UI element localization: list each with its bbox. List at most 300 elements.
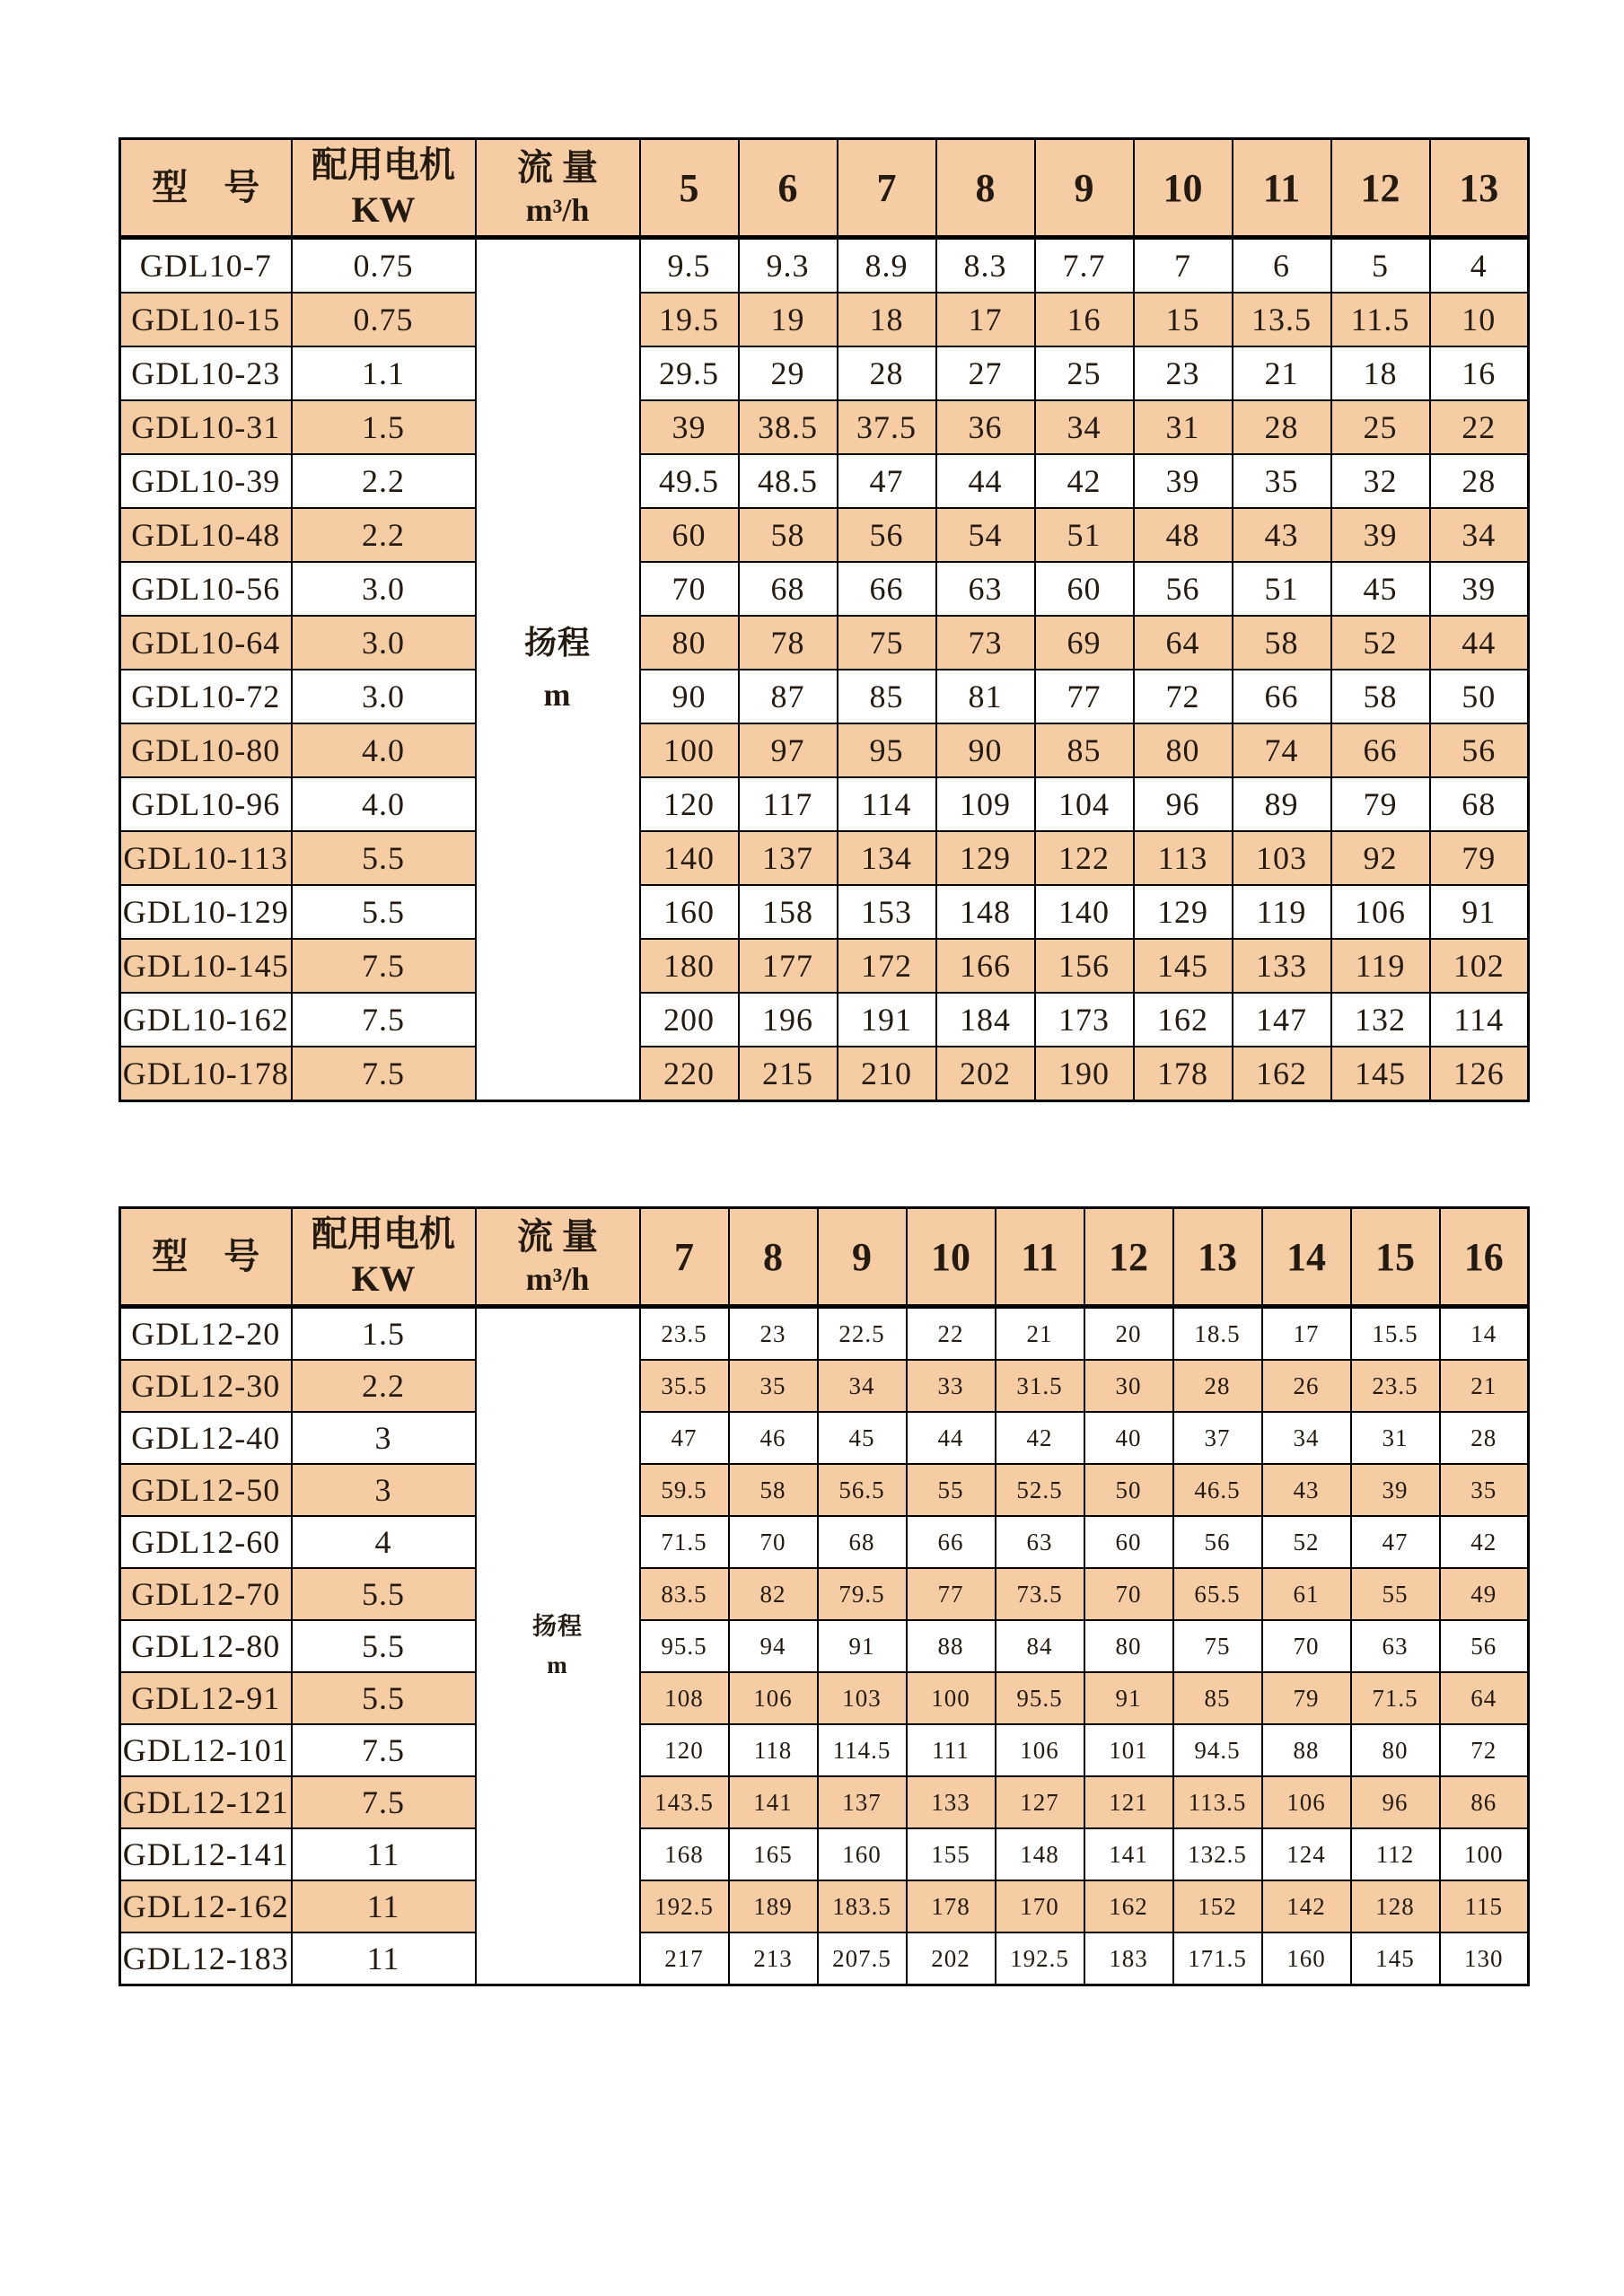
table-row [120, 1776, 1529, 1828]
head-value-cell: 184 [936, 993, 1035, 1047]
motor-kw-cell: 5.5 [292, 1568, 476, 1620]
head-value-cell: 115 [1440, 1880, 1529, 1932]
head-value-cell: 50 [1084, 1464, 1173, 1516]
head-value-cell: 52 [1262, 1516, 1351, 1568]
model-cell: GDL12-20 [120, 1307, 292, 1361]
head-value-cell: 132.5 [1173, 1828, 1262, 1880]
head-value-cell: 39 [1331, 508, 1430, 562]
head-value-cell: 141 [729, 1776, 818, 1828]
model-cell: GDL10-80 [120, 723, 292, 777]
head-value-cell: 33 [907, 1360, 996, 1412]
head-value-cell: 34 [818, 1360, 907, 1412]
table-row [120, 1724, 1529, 1776]
head-value-cell: 140 [1035, 885, 1134, 939]
head-value-cell: 72 [1440, 1724, 1529, 1776]
model-cell: GDL10-31 [120, 400, 292, 454]
motor-kw-cell: 5.5 [292, 1620, 476, 1672]
head-value-cell: 85 [1035, 723, 1134, 777]
head-value-cell: 80 [1084, 1620, 1173, 1672]
head-value-cell: 81 [936, 670, 1035, 723]
head-value-cell: 46 [729, 1412, 818, 1464]
head-value-cell: 56 [1173, 1516, 1262, 1568]
head-value-cell: 112 [1351, 1828, 1440, 1880]
head-value-cell: 220 [640, 1047, 739, 1101]
head-value-cell: 145 [1331, 1047, 1430, 1101]
head-value-cell: 23.5 [1351, 1360, 1440, 1412]
flow-header-unit: m³/h [525, 191, 590, 228]
head-unit-merged-cell [476, 1307, 640, 1985]
model-cell: GDL12-91 [120, 1672, 292, 1724]
table-row [120, 777, 1529, 831]
head-value-cell: 60 [1035, 562, 1134, 616]
head-value-cell: 9.5 [640, 238, 739, 294]
head-value-cell: 39 [1351, 1464, 1440, 1516]
flow-column-header [476, 139, 640, 238]
head-value-cell: 17 [1262, 1307, 1351, 1361]
head-value-cell: 22 [907, 1307, 996, 1361]
head-value-cell: 88 [1262, 1724, 1351, 1776]
motor-kw-cell: 11 [292, 1828, 476, 1880]
head-value-cell: 48.5 [739, 454, 838, 508]
flow-rate-column-header: 10 [907, 1208, 996, 1307]
head-value-cell: 50 [1430, 670, 1529, 723]
model-cell: GDL10-96 [120, 777, 292, 831]
head-value-cell: 183 [1084, 1932, 1173, 1985]
flow-column-header [476, 1208, 640, 1307]
head-value-cell: 22 [1430, 400, 1529, 454]
flow-rate-column-header: 12 [1084, 1208, 1173, 1307]
table-row [120, 1568, 1529, 1620]
motor-column-header [292, 1208, 476, 1307]
head-value-cell: 21 [1233, 346, 1331, 400]
flow-rate-column-header: 14 [1262, 1208, 1351, 1307]
head-value-cell: 101 [1084, 1724, 1173, 1776]
head-value-cell: 18 [1331, 346, 1430, 400]
head-value-cell: 122 [1035, 831, 1134, 885]
model-column-header: 型 号 [120, 1208, 292, 1307]
head-value-cell: 55 [907, 1464, 996, 1516]
head-value-cell: 47 [838, 454, 936, 508]
motor-kw-cell: 11 [292, 1932, 476, 1985]
head-value-cell: 114.5 [818, 1724, 907, 1776]
flow-rate-column-header: 8 [729, 1208, 818, 1307]
motor-kw-cell: 7.5 [292, 1724, 476, 1776]
table-row [120, 293, 1529, 346]
head-value-cell: 171.5 [1173, 1932, 1262, 1985]
head-value-cell: 128 [1351, 1880, 1440, 1932]
head-value-cell: 124 [1262, 1828, 1351, 1880]
head-value-cell: 40 [1084, 1412, 1173, 1464]
motor-header-line1: 配用电机 [312, 1214, 455, 1254]
head-value-cell: 75 [1173, 1620, 1262, 1672]
head-value-cell: 120 [640, 1724, 729, 1776]
head-value-cell: 75 [838, 616, 936, 670]
table-row [120, 670, 1529, 723]
head-value-cell: 64 [1134, 616, 1233, 670]
head-value-cell: 46.5 [1173, 1464, 1262, 1516]
head-value-cell: 35 [1440, 1464, 1529, 1516]
head-value-cell: 32 [1331, 454, 1430, 508]
head-value-cell: 48 [1134, 508, 1233, 562]
head-value-cell: 106 [1262, 1776, 1351, 1828]
motor-kw-cell: 3.0 [292, 670, 476, 723]
head-value-cell: 127 [996, 1776, 1084, 1828]
motor-header-line2: KW [351, 189, 416, 230]
table-row [120, 723, 1529, 777]
table-row [120, 831, 1529, 885]
head-value-cell: 42 [996, 1412, 1084, 1464]
motor-kw-cell: 5.5 [292, 831, 476, 885]
head-value-cell: 160 [818, 1828, 907, 1880]
motor-kw-cell: 1.5 [292, 400, 476, 454]
motor-kw-cell: 7.5 [292, 1776, 476, 1828]
model-cell: GDL10-145 [120, 939, 292, 993]
head-value-cell: 69 [1035, 616, 1134, 670]
head-value-cell: 148 [936, 885, 1035, 939]
model-cell: GDL10-129 [120, 885, 292, 939]
head-value-cell: 166 [936, 939, 1035, 993]
head-value-cell: 21 [1440, 1360, 1529, 1412]
head-value-cell: 196 [739, 993, 838, 1047]
head-value-cell: 210 [838, 1047, 936, 1101]
model-cell: GDL10-7 [120, 238, 292, 294]
head-value-cell: 162 [1084, 1880, 1173, 1932]
head-value-cell: 100 [1440, 1828, 1529, 1880]
head-value-cell: 192.5 [640, 1880, 729, 1932]
table-row [120, 454, 1529, 508]
head-value-cell: 71.5 [1351, 1672, 1440, 1724]
head-value-cell: 15 [1134, 293, 1233, 346]
model-cell: GDL10-39 [120, 454, 292, 508]
head-value-cell: 19.5 [640, 293, 739, 346]
head-value-cell: 156 [1035, 939, 1134, 993]
head-value-cell: 191 [838, 993, 936, 1047]
head-value-cell: 9.3 [739, 238, 838, 294]
head-value-cell: 130 [1440, 1932, 1529, 1985]
head-value-cell: 91 [1430, 885, 1529, 939]
head-value-cell: 28 [1173, 1360, 1262, 1412]
motor-kw-cell: 3.0 [292, 616, 476, 670]
head-value-cell: 28 [1440, 1412, 1529, 1464]
head-value-cell: 36 [936, 400, 1035, 454]
flow-rate-column-header: 15 [1351, 1208, 1440, 1307]
model-cell: GDL10-72 [120, 670, 292, 723]
head-value-cell: 42 [1035, 454, 1134, 508]
head-value-cell: 29 [739, 346, 838, 400]
model-cell: GDL10-64 [120, 616, 292, 670]
head-value-cell: 80 [1351, 1724, 1440, 1776]
head-value-cell: 23.5 [640, 1307, 729, 1361]
head-value-cell: 16 [1430, 346, 1529, 400]
head-value-cell: 44 [1430, 616, 1529, 670]
head-value-cell: 120 [640, 777, 739, 831]
head-value-cell: 113.5 [1173, 1776, 1262, 1828]
head-value-cell: 59.5 [640, 1464, 729, 1516]
head-value-cell: 178 [907, 1880, 996, 1932]
flow-rate-column-header: 8 [936, 139, 1035, 238]
table-row [120, 1620, 1529, 1672]
head-value-cell: 70 [1262, 1620, 1351, 1672]
head-value-cell: 137 [739, 831, 838, 885]
head-value-cell: 18.5 [1173, 1307, 1262, 1361]
motor-kw-cell: 5.5 [292, 1672, 476, 1724]
head-value-cell: 129 [1134, 885, 1233, 939]
head-value-cell: 51 [1035, 508, 1134, 562]
head-value-cell: 82 [729, 1568, 818, 1620]
head-value-cell: 25 [1035, 346, 1134, 400]
head-value-cell: 133 [1233, 939, 1331, 993]
head-value-cell: 60 [640, 508, 739, 562]
head-value-cell: 34 [1430, 508, 1529, 562]
head-value-cell: 35 [729, 1360, 818, 1412]
model-cell: GDL10-162 [120, 993, 292, 1047]
head-value-cell: 68 [1430, 777, 1529, 831]
motor-kw-cell: 7.5 [292, 1047, 476, 1101]
head-value-cell: 43 [1262, 1464, 1351, 1516]
head-value-cell: 39 [640, 400, 739, 454]
head-value-cell: 78 [739, 616, 838, 670]
head-value-cell: 114 [1430, 993, 1529, 1047]
table-row [120, 1360, 1529, 1412]
head-value-cell: 147 [1233, 993, 1331, 1047]
head-value-cell: 56 [1440, 1620, 1529, 1672]
header-row [120, 1208, 1529, 1307]
head-value-cell: 121 [1084, 1776, 1173, 1828]
head-value-cell: 134 [838, 831, 936, 885]
head-value-cell: 65.5 [1173, 1568, 1262, 1620]
head-value-cell: 162 [1134, 993, 1233, 1047]
head-value-cell: 114 [838, 777, 936, 831]
head-value-cell: 217 [640, 1932, 729, 1985]
model-cell: GDL12-183 [120, 1932, 292, 1985]
head-value-cell: 148 [996, 1828, 1084, 1880]
header-row [120, 139, 1529, 238]
head-value-cell: 26 [1262, 1360, 1351, 1412]
head-value-cell: 106 [729, 1672, 818, 1724]
table-row [120, 1672, 1529, 1724]
head-value-cell: 47 [1351, 1516, 1440, 1568]
head-value-cell: 70 [729, 1516, 818, 1568]
table-row [120, 508, 1529, 562]
head-value-cell: 29.5 [640, 346, 739, 400]
motor-kw-cell: 7.5 [292, 993, 476, 1047]
head-value-cell: 58 [729, 1464, 818, 1516]
head-value-cell: 20 [1084, 1307, 1173, 1361]
flow-rate-column-header: 7 [640, 1208, 729, 1307]
head-value-cell: 88 [907, 1620, 996, 1672]
head-value-cell: 35 [1233, 454, 1331, 508]
model-column-header: 型 号 [120, 139, 292, 238]
head-value-cell: 52 [1331, 616, 1430, 670]
head-value-cell: 165 [729, 1828, 818, 1880]
table-row [120, 1464, 1529, 1516]
head-value-cell: 83.5 [640, 1568, 729, 1620]
head-unit-merged-cell [476, 238, 640, 1101]
head-value-cell: 160 [1262, 1932, 1351, 1985]
head-value-cell: 160 [640, 885, 739, 939]
table-row [120, 1047, 1529, 1101]
model-cell: GDL12-121 [120, 1776, 292, 1828]
table-row [120, 400, 1529, 454]
table-row [120, 993, 1529, 1047]
head-value-cell: 207.5 [818, 1932, 907, 1985]
table-row [120, 885, 1529, 939]
motor-kw-cell: 3 [292, 1412, 476, 1464]
head-value-cell: 97 [739, 723, 838, 777]
head-value-cell: 80 [640, 616, 739, 670]
head-value-cell: 66 [1331, 723, 1430, 777]
table-row [120, 939, 1529, 993]
head-label: 扬程 [532, 1612, 583, 1640]
table-row [120, 616, 1529, 670]
head-value-cell: 142 [1262, 1880, 1351, 1932]
head-value-cell: 72 [1134, 670, 1233, 723]
head-value-cell: 90 [936, 723, 1035, 777]
head-value-cell: 79 [1262, 1672, 1351, 1724]
head-value-cell: 145 [1134, 939, 1233, 993]
model-cell: GDL10-56 [120, 562, 292, 616]
head-label: 扬程 [523, 625, 591, 662]
head-unit: m [547, 1652, 568, 1678]
head-value-cell: 100 [640, 723, 739, 777]
head-value-cell: 63 [936, 562, 1035, 616]
head-value-cell: 34 [1262, 1412, 1351, 1464]
head-value-cell: 94 [729, 1620, 818, 1672]
head-value-cell: 172 [838, 939, 936, 993]
flow-rate-column-header: 5 [640, 139, 739, 238]
head-value-cell: 85 [1173, 1672, 1262, 1724]
flow-header-line1: 流 量 [517, 1215, 598, 1257]
head-value-cell: 155 [907, 1828, 996, 1880]
head-value-cell: 86 [1440, 1776, 1529, 1828]
motor-kw-cell: 2.2 [292, 508, 476, 562]
head-value-cell: 56 [838, 508, 936, 562]
head-value-cell: 44 [936, 454, 1035, 508]
head-value-cell: 192.5 [996, 1932, 1084, 1985]
head-value-cell: 30 [1084, 1360, 1173, 1412]
model-cell: GDL12-60 [120, 1516, 292, 1568]
head-value-cell: 215 [739, 1047, 838, 1101]
flow-rate-column-header: 9 [1035, 139, 1134, 238]
head-value-cell: 11.5 [1331, 293, 1430, 346]
flow-rate-column-header: 9 [818, 1208, 907, 1307]
gdl10-spec-table [119, 137, 1530, 1102]
head-value-cell: 34 [1035, 400, 1134, 454]
head-value-cell: 23 [1134, 346, 1233, 400]
head-value-cell: 143.5 [640, 1776, 729, 1828]
head-value-cell: 92 [1331, 831, 1430, 885]
head-value-cell: 66 [907, 1516, 996, 1568]
head-value-cell: 63 [996, 1516, 1084, 1568]
head-value-cell: 45 [1331, 562, 1430, 616]
motor-kw-cell: 0.75 [292, 293, 476, 346]
head-value-cell: 18 [838, 293, 936, 346]
head-value-cell: 109 [936, 777, 1035, 831]
model-cell: GDL12-30 [120, 1360, 292, 1412]
head-value-cell: 43 [1233, 508, 1331, 562]
head-value-cell: 73.5 [996, 1568, 1084, 1620]
head-value-cell: 119 [1233, 885, 1331, 939]
head-value-cell: 35.5 [640, 1360, 729, 1412]
head-value-cell: 17 [936, 293, 1035, 346]
head-value-cell: 77 [907, 1568, 996, 1620]
flow-rate-column-header: 11 [996, 1208, 1084, 1307]
head-value-cell: 202 [907, 1932, 996, 1985]
head-value-cell: 49.5 [640, 454, 739, 508]
head-value-cell: 70 [1084, 1568, 1173, 1620]
head-value-cell: 178 [1134, 1047, 1233, 1101]
head-value-cell: 85 [838, 670, 936, 723]
head-value-cell: 111 [907, 1724, 996, 1776]
head-value-cell: 95.5 [640, 1620, 729, 1672]
model-cell: GDL10-15 [120, 293, 292, 346]
model-cell: GDL10-48 [120, 508, 292, 562]
head-value-cell: 183.5 [818, 1880, 907, 1932]
head-value-cell: 180 [640, 939, 739, 993]
motor-kw-cell: 3 [292, 1464, 476, 1516]
table-row [120, 1932, 1529, 1985]
head-value-cell: 87 [739, 670, 838, 723]
motor-kw-cell: 11 [292, 1880, 476, 1932]
head-value-cell: 89 [1233, 777, 1331, 831]
head-value-cell: 27 [936, 346, 1035, 400]
table-row [120, 1880, 1529, 1932]
model-cell: GDL12-70 [120, 1568, 292, 1620]
head-value-cell: 202 [936, 1047, 1035, 1101]
head-value-cell: 56.5 [818, 1464, 907, 1516]
head-value-cell: 37 [1173, 1412, 1262, 1464]
head-value-cell: 31.5 [996, 1360, 1084, 1412]
head-value-cell: 106 [1331, 885, 1430, 939]
head-value-cell: 152 [1173, 1880, 1262, 1932]
head-value-cell: 79.5 [818, 1568, 907, 1620]
motor-kw-cell: 0.75 [292, 238, 476, 294]
head-value-cell: 6 [1233, 238, 1331, 294]
head-value-cell: 137 [818, 1776, 907, 1828]
head-value-cell: 96 [1351, 1776, 1440, 1828]
head-value-cell: 21 [996, 1307, 1084, 1361]
motor-kw-cell: 5.5 [292, 885, 476, 939]
head-value-cell: 58 [1233, 616, 1331, 670]
head-value-cell: 4 [1430, 238, 1529, 294]
head-value-cell: 42 [1440, 1516, 1529, 1568]
head-value-cell: 58 [1331, 670, 1430, 723]
flow-header-unit: m³/h [525, 1260, 590, 1297]
head-value-cell: 68 [739, 562, 838, 616]
model-cell: GDL10-113 [120, 831, 292, 885]
head-value-cell: 104 [1035, 777, 1134, 831]
table-row [120, 238, 1529, 294]
head-value-cell: 49 [1440, 1568, 1529, 1620]
head-value-cell: 113 [1134, 831, 1233, 885]
head-value-cell: 31 [1351, 1412, 1440, 1464]
head-value-cell: 60 [1084, 1516, 1173, 1568]
head-value-cell: 38.5 [739, 400, 838, 454]
head-value-cell: 200 [640, 993, 739, 1047]
table-row [120, 346, 1529, 400]
head-value-cell: 189 [729, 1880, 818, 1932]
motor-kw-cell: 3.0 [292, 562, 476, 616]
head-value-cell: 108 [640, 1672, 729, 1724]
head-value-cell: 213 [729, 1932, 818, 1985]
head-value-cell: 140 [640, 831, 739, 885]
head-value-cell: 162 [1233, 1047, 1331, 1101]
head-value-cell: 91 [1084, 1672, 1173, 1724]
head-value-cell: 52.5 [996, 1464, 1084, 1516]
head-value-cell: 47 [640, 1412, 729, 1464]
motor-kw-cell: 4.0 [292, 723, 476, 777]
motor-kw-cell: 1.5 [292, 1307, 476, 1361]
